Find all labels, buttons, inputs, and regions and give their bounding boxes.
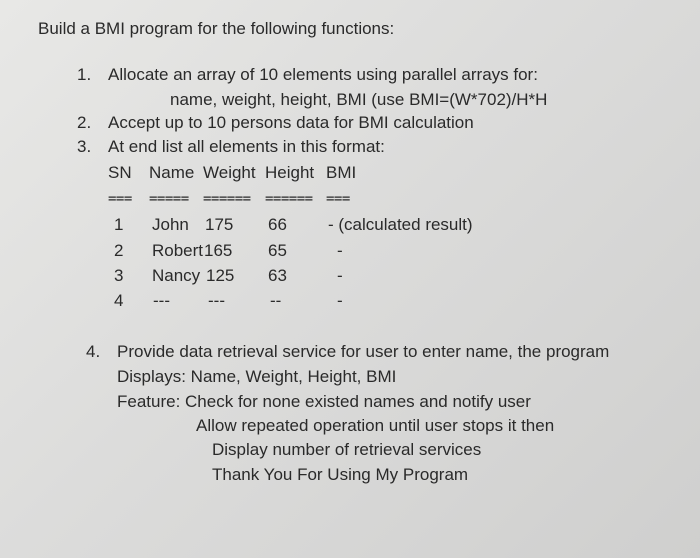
table-header-bmi: BMI: [326, 163, 357, 182]
table-header-height: Height: [265, 163, 315, 182]
table-row-2-weight: 165: [204, 241, 233, 260]
item-2-text: Accept up to 10 persons data for BMI calculation: [108, 113, 474, 132]
table-header-weight: Weight: [203, 163, 256, 182]
item-4-thanks-line: Thank You For Using My Program: [212, 465, 469, 484]
table-row-1-height: 66: [268, 215, 287, 234]
table-row-4-weight: ---: [208, 291, 225, 310]
table-row-2-name: Robert: [152, 241, 204, 260]
item-4-feature-line: Feature: Check for none existed names and notify user: [117, 392, 531, 411]
table-separator-height: ======: [265, 191, 313, 207]
table-separator-name: =====: [149, 191, 189, 207]
table-row-4-sn: 4: [114, 291, 124, 310]
item-4-number: 4.: [86, 342, 101, 361]
table-row-4-bmi: -: [337, 291, 343, 310]
item-4-repeat-line: Allow repeated operation until user stops it then: [196, 416, 555, 435]
item-1-text: Allocate an array of 10 elements using parallel arrays for:: [108, 65, 538, 84]
table-row-2-bmi: -: [337, 241, 343, 260]
item-4-text: Provide data retrieval service for user to enter name, the program: [117, 342, 610, 361]
table-separator-weight: ======: [203, 191, 251, 207]
table-header-name: Name: [149, 163, 195, 182]
item-1-number: 1.: [77, 65, 92, 84]
table-row-3-sn: 3: [114, 266, 124, 285]
table-row-2-height: 65: [268, 241, 287, 260]
item-4-displays-line: Displays: Name, Weight, Height, BMI: [117, 367, 397, 386]
table-row-2-sn: 2: [114, 241, 124, 260]
table-row-1-name: John: [152, 215, 189, 234]
table-row-1-weight: 175: [205, 215, 234, 234]
table-header-sn: SN: [108, 163, 132, 182]
item-3-text: At end list all elements in this format:: [108, 137, 385, 156]
item-3-number: 3.: [77, 137, 92, 156]
item-2-number: 2.: [77, 113, 92, 132]
item-1-text-continued: name, weight, height, BMI (use BMI=(W*702)/H*H: [170, 90, 548, 109]
item-4-count-line: Display number of retrieval services: [212, 440, 482, 459]
table-separator-bmi: ===: [326, 191, 350, 207]
table-row-3-bmi: -: [337, 266, 343, 285]
table-separator-sn: ===: [108, 191, 132, 207]
table-row-3-height: 63: [268, 266, 287, 285]
table-row-4-height: --: [270, 291, 282, 310]
table-row-3-name: Nancy: [152, 266, 201, 285]
document-title: Build a BMI program for the following functions:: [38, 19, 395, 38]
table-row-1-bmi: - (calculated result): [328, 215, 473, 234]
table-row-1-sn: 1: [114, 215, 124, 234]
table-row-4-name: ---: [153, 291, 170, 310]
table-row-3-weight: 125: [206, 266, 235, 285]
